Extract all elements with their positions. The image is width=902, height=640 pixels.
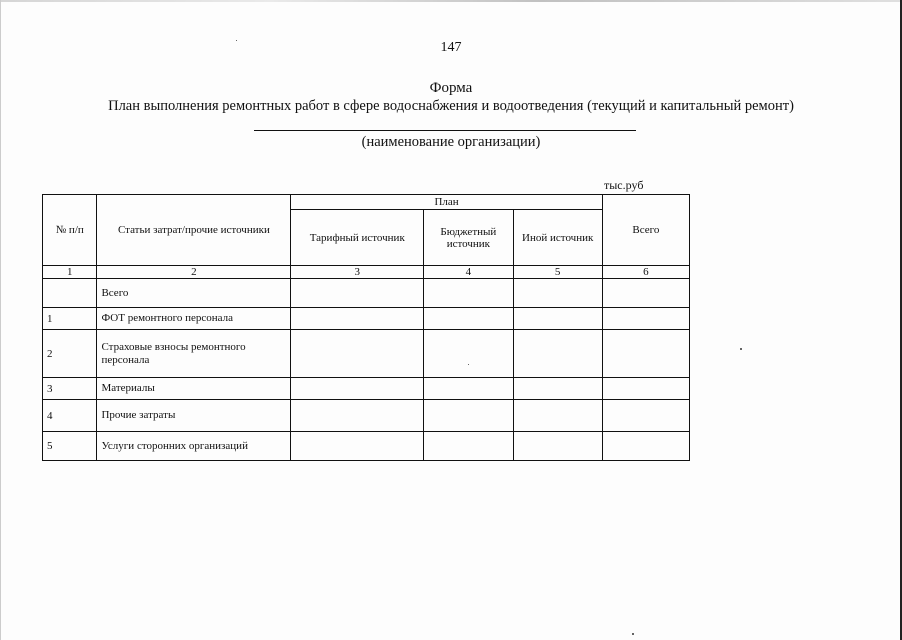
budget-cell [424, 279, 513, 308]
column-number: 3 [291, 266, 424, 279]
other-cell [513, 279, 602, 308]
tariff-cell [291, 279, 424, 308]
column-number: 4 [424, 266, 513, 279]
column-number: 2 [97, 266, 291, 279]
repair-plan-table [42, 194, 690, 461]
budget-cell [424, 400, 513, 432]
tariff-cell [291, 432, 424, 461]
row-item: Прочие затраты [97, 400, 291, 432]
row-number [43, 279, 97, 308]
row-item: Страховые взносы ремонтного персонала [97, 330, 291, 378]
tariff-cell [291, 308, 424, 330]
total-cell [602, 378, 689, 400]
form-label: Форма [429, 80, 473, 96]
organization-caption: (наименование организации) [361, 134, 541, 150]
row-number: 2 [43, 330, 97, 378]
row-number: 1 [43, 308, 97, 330]
table-row [43, 378, 690, 400]
budget-cell [424, 330, 513, 378]
total-cell [602, 279, 689, 308]
row-number: 4 [43, 400, 97, 432]
units-label: тыс.руб [604, 178, 644, 192]
scan-speck [740, 348, 742, 350]
other-cell [513, 432, 602, 461]
total-cell [602, 308, 689, 330]
header-total: Всего [602, 195, 689, 266]
budget-cell [424, 432, 513, 461]
column-number: 6 [602, 266, 689, 279]
header-plan: План [291, 195, 603, 210]
other-cell [513, 308, 602, 330]
page-number: 147 [440, 40, 462, 55]
column-number-row [43, 266, 690, 279]
row-item: Услуги сторонних организаций [97, 432, 291, 461]
table-row [43, 279, 690, 308]
tariff-cell [291, 378, 424, 400]
row-item: Материалы [97, 378, 291, 400]
column-number: 5 [513, 266, 602, 279]
table-row [43, 400, 690, 432]
column-number: 1 [43, 266, 97, 279]
row-number: 3 [43, 378, 97, 400]
table-row [43, 330, 690, 378]
table-row [43, 308, 690, 330]
total-cell [602, 400, 689, 432]
organization-name-line [254, 130, 636, 131]
header-num: № п/п [43, 195, 97, 266]
scan-top-edge [0, 0, 902, 2]
row-item: ФОТ ремонтного персонала [97, 308, 291, 330]
budget-cell [424, 378, 513, 400]
total-cell [602, 432, 689, 461]
header-budget: Бюджетный источник [424, 210, 513, 266]
table-row [43, 432, 690, 461]
other-cell [513, 378, 602, 400]
other-cell [513, 400, 602, 432]
form-title: План выполнения ремонтных работ в сфере водоснабжения и водоотведения (текущий и капитальный ремонт) [108, 98, 794, 114]
header-other: Иной источник [513, 210, 602, 266]
total-cell [602, 330, 689, 378]
budget-cell [424, 308, 513, 330]
other-cell [513, 330, 602, 378]
tariff-cell [291, 330, 424, 378]
header-item: Статьи затрат/прочие источники [97, 195, 291, 266]
header-tariff: Тарифный источник [291, 210, 424, 266]
scan-speck [632, 633, 634, 635]
row-item: Всего [97, 279, 291, 308]
tariff-cell [291, 400, 424, 432]
row-number: 5 [43, 432, 97, 461]
